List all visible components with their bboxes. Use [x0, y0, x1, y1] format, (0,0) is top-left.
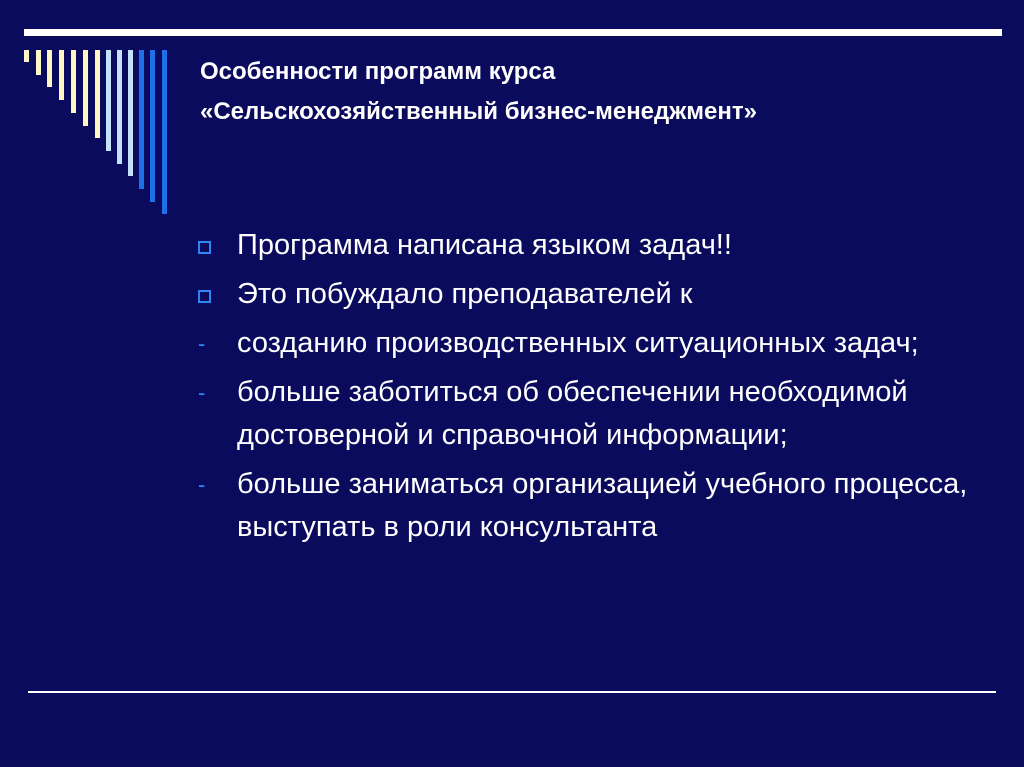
- title-line-1: Особенности программ курса: [200, 58, 556, 85]
- decorative-bar: [162, 50, 167, 214]
- decorative-bar: [47, 50, 52, 87]
- dash-bullet-icon: -: [198, 380, 206, 405]
- decorative-bar: [139, 50, 144, 189]
- item-text: больше заботиться об обеспечении необходимой достоверной и справочной информации;: [237, 376, 908, 451]
- list-item: [198, 224, 978, 267]
- square-bullet-icon: [198, 224, 211, 267]
- decorative-bar: [150, 50, 155, 202]
- list-item: [198, 463, 978, 549]
- slide-title: [200, 52, 757, 132]
- title-line-2: «Сельскохозяйственный бизнес-менеджмент»: [200, 98, 757, 125]
- decorative-bar: [36, 50, 41, 75]
- item-text: больше заниматься организацией учебного процесса, выступать в роли консультанта: [237, 468, 968, 543]
- item-text: созданию производственных ситуационных задач;: [237, 327, 919, 359]
- item-text: Это побуждало преподавателей к: [237, 278, 693, 310]
- list-item: [198, 273, 978, 316]
- list-item: [198, 322, 978, 365]
- decorative-bar: [128, 50, 133, 176]
- decorative-bar: [83, 50, 88, 126]
- list-item: [198, 371, 978, 457]
- decorative-bar: [24, 50, 29, 62]
- bullet-list: [198, 224, 978, 555]
- item-text: Программа написана языком задач!!: [237, 229, 732, 261]
- top-rule: [24, 29, 1002, 36]
- square-bullet-icon: [198, 273, 211, 316]
- bottom-rule: [28, 691, 996, 693]
- decorative-bar: [59, 50, 64, 100]
- decorative-bar: [71, 50, 76, 113]
- decorative-bar: [106, 50, 111, 151]
- decorative-bar: [117, 50, 122, 164]
- dash-bullet-icon: -: [198, 331, 206, 356]
- dash-bullet-icon: -: [198, 472, 206, 497]
- decorative-bar: [95, 50, 100, 138]
